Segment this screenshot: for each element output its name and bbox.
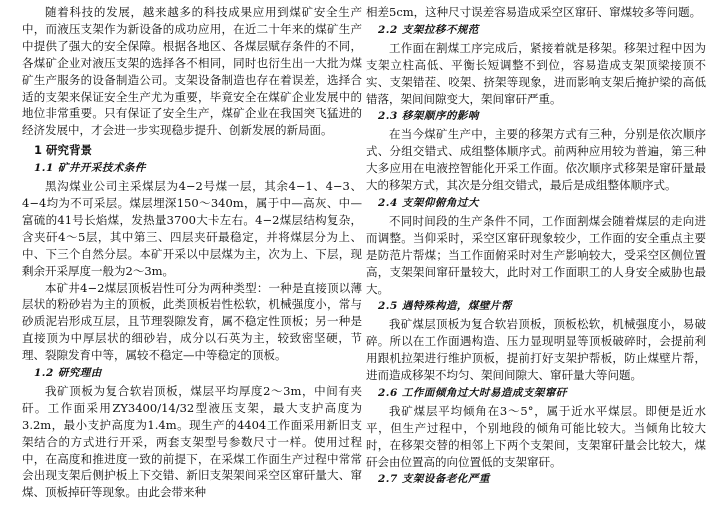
right-column (366, 4, 706, 489)
paragraph-1-1-b: 本矿井4−2煤层顶板岩性可分为两种类型：一种是直接顶以薄层状的粉砂岩为主的顶板，此类顶板岩性松软，机械强度小，常与砂质泥岩形成互层，且节理裂隙发育，属不稳定性顶板；另一种是直接顶为中厚层状的细砂岩，成分以石英为主，较致密坚硬，节理、裂隙发育中等，属较不稳定—中等稳定的顶板。 (22, 280, 362, 363)
paragraph-2-2: 工作面在割煤工序完成后，紧接着就是移架。移架过程中因为支架立柱高低、平衡长短调整不到位，容易造成支架顶梁接顶不实、支架错茬、咬架、挤架等现象，进而影响支架后掩护梁的高低错落，架间间隙变大，架间窜矸严重。 (366, 40, 706, 106)
paragraph-2-3: 在当今煤矿生产中，主要的移架方式有三种，分别是依次顺序式、分组交错式、成组整体顺序式。前两种应用较为普遍，第三种大多应用在电液控智能化开采工作面。依次顺序式移架是窜矸量最大的移架方式，其次是分组交错式，最后是成组整体顺序式。 (366, 127, 706, 193)
subsection-heading-2-6: 2.6 工作面倾角过大时易造成支架窜矸 (378, 386, 567, 399)
subsection-heading-1-2: 1.2 研究理由 (34, 367, 102, 380)
paragraph-1-2: 我矿顶板为复合软岩顶板，煤层平均厚度2～3m，中间有夹矸。工作面采用ZY3400/14/32型液压支架，最大支护高度为3.2m，最小支护高度为1.4m。现生产的4404工作面采用新旧支架结合的方式进行开采，两套支架型号参数尺寸一样。使用过程中，在高度和推进度一致的前提下，在采煤工作面生产过程中常常会出现支架后侧护板上下交错、新旧支架架间采空区窜矸量大、窜煤、顶板掉矸等现象。由此会带来种 (22, 383, 362, 500)
left-column (22, 4, 362, 501)
paragraph-1-1-a: 黑沟煤业公司主采煤层为4−2号煤一层，其余4−1、4−3、4−4均为不可采层。煤层埋深150～340m，属于中—高灰、中—富硫的41号长焰煤，发热量3700大卡左右。4−2煤层结构复杂，含夹矸4～5层，其中第三、四层夹矸最稳定，并将煤层分为上、中、下三个自然分层。本矿开采以中层煤为主，次为上、下层，现剩余开采厚度一般为2～3m。 (22, 179, 362, 278)
subsection-heading-2-5: 2.5 遇特殊构造，煤壁片帮 (378, 300, 512, 313)
subsection-heading-2-7: 2.7 支架设备老化严重 (378, 473, 490, 486)
paragraph-2-6: 我矿煤层平均倾角在3～5°，属于近水平煤层。即便是近水平，但生产过程中，个别地段的倾角可能比较大。当倾角比较大时，在移架交替的相邻上下两个支架间，支架窜矸量会比较大，煤矸会由位置高的向位置低的支架窜矸。 (366, 403, 706, 469)
paragraph-2-5: 我矿煤层顶板为复合软岩顶板，顶板松软，机械强度小，易破碎。所以在工作面遇构造、压力显现明显等顶板破碎时，会提前利用跟机拉架进行维护顶板，提前打好支架护帮板，防止煤壁片帮，进而造成移架不均匀、架间间隙大、窜矸量大等问题。 (366, 317, 706, 383)
subsection-heading-2-4: 2.4 支架仰俯角过大 (378, 196, 479, 209)
subsection-heading-2-3: 2.3 移架顺序的影响 (378, 110, 479, 123)
subsection-heading-1-1: 1.1 矿井开采技术条件 (34, 162, 146, 175)
intro-paragraph: 随着科技的发展，越来越多的科技成果应用到煤矿安全生产中，而液压支架作为新设备的成功应用，在近二十年来的煤矿生产中提供了强大的安全保障。根据各地区、各煤层赋存条件的不同，各煤矿企业对液压支架的选择各不相同，同时也衍生出一大批为煤矿生产服务的设备制造公司。支架设备制造也存在着误差，选择合适的支架来保证安全生产尤为重要，毕竟安全在煤矿企业发展中的地位非常重要。只有保证了安全生产，煤矿企业在我国突飞猛进的经济发展中，才会进一步实现稳步提升、创新发展的新局面。 (22, 5, 362, 138)
section-heading-research-background: 1 研究背景 (34, 143, 93, 158)
paragraph-2-4: 不同时间段的生产条件不同，工作面割煤会随着煤层的走向进而调整。当仰采时，采空区窜矸现象较少，工作面的安全重点主要是防范片帮煤；当工作面俯采时对生产影响较大，受采空区侧位置高，支架架间窜矸量较大，此时对工作面职工的人身安全威胁也最大。 (366, 213, 706, 296)
paragraph-continued-top: 相差5cm，这种尺寸误差容易造成采空区窜矸、窜煤较多等问题。 (366, 5, 702, 19)
subsection-heading-2-2: 2.2 支架拉移不规范 (378, 23, 479, 36)
